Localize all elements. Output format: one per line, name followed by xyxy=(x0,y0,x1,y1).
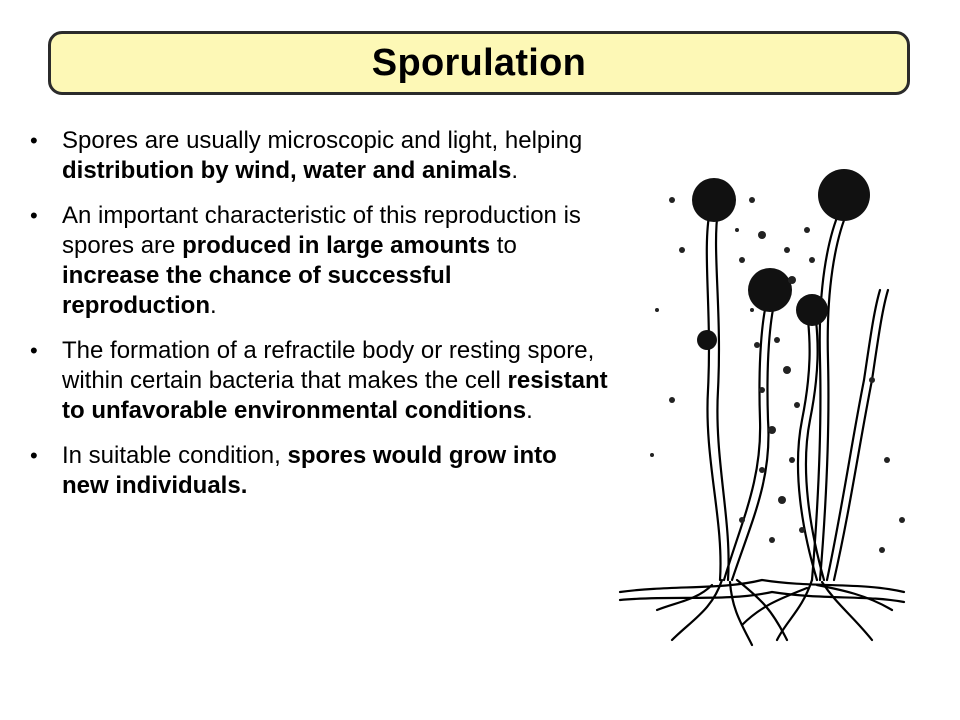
bold-segment: resistant to unfavorable environmental conditions xyxy=(62,367,608,424)
bold-segment: increase the chance of successful reproduction xyxy=(62,262,452,319)
bullet-dot-icon: • xyxy=(30,443,38,468)
bullet-item xyxy=(28,336,608,426)
bullet-item xyxy=(28,201,608,321)
bullet-text xyxy=(62,442,557,499)
text-segment: Spores are usually microscopic and light, helping xyxy=(62,127,583,154)
bullet-dot-icon: • xyxy=(30,203,38,228)
text-segment: In suitable condition, xyxy=(62,442,288,469)
page-title: Sporulation xyxy=(371,41,587,84)
bullet-dot-icon: • xyxy=(30,338,38,363)
bullet-list xyxy=(28,126,608,516)
bold-segment: spores would grow into new individuals. xyxy=(62,442,557,499)
mold-sporangia-illustration xyxy=(612,140,912,650)
bullet-dot-icon: • xyxy=(30,128,38,153)
text-segment: The formation of a refractile body or resting spore, within certain bacteria that makes the cell xyxy=(62,337,595,394)
text-segment: . xyxy=(511,157,519,184)
text-segment: to xyxy=(490,232,517,259)
bullet-item xyxy=(28,126,608,186)
title-banner xyxy=(48,31,910,95)
bold-segment: produced in large amounts xyxy=(182,232,491,259)
text-segment: . xyxy=(526,397,533,424)
bullet-text xyxy=(62,202,581,319)
text-segment: An important characteristic of this reproduction is spores are xyxy=(62,202,581,259)
bullet-item xyxy=(28,441,608,501)
text-segment: . xyxy=(210,292,217,319)
bullet-text xyxy=(62,337,608,424)
bullet-text xyxy=(62,127,582,184)
bold-segment: distribution by wind, water and animals xyxy=(62,157,512,184)
